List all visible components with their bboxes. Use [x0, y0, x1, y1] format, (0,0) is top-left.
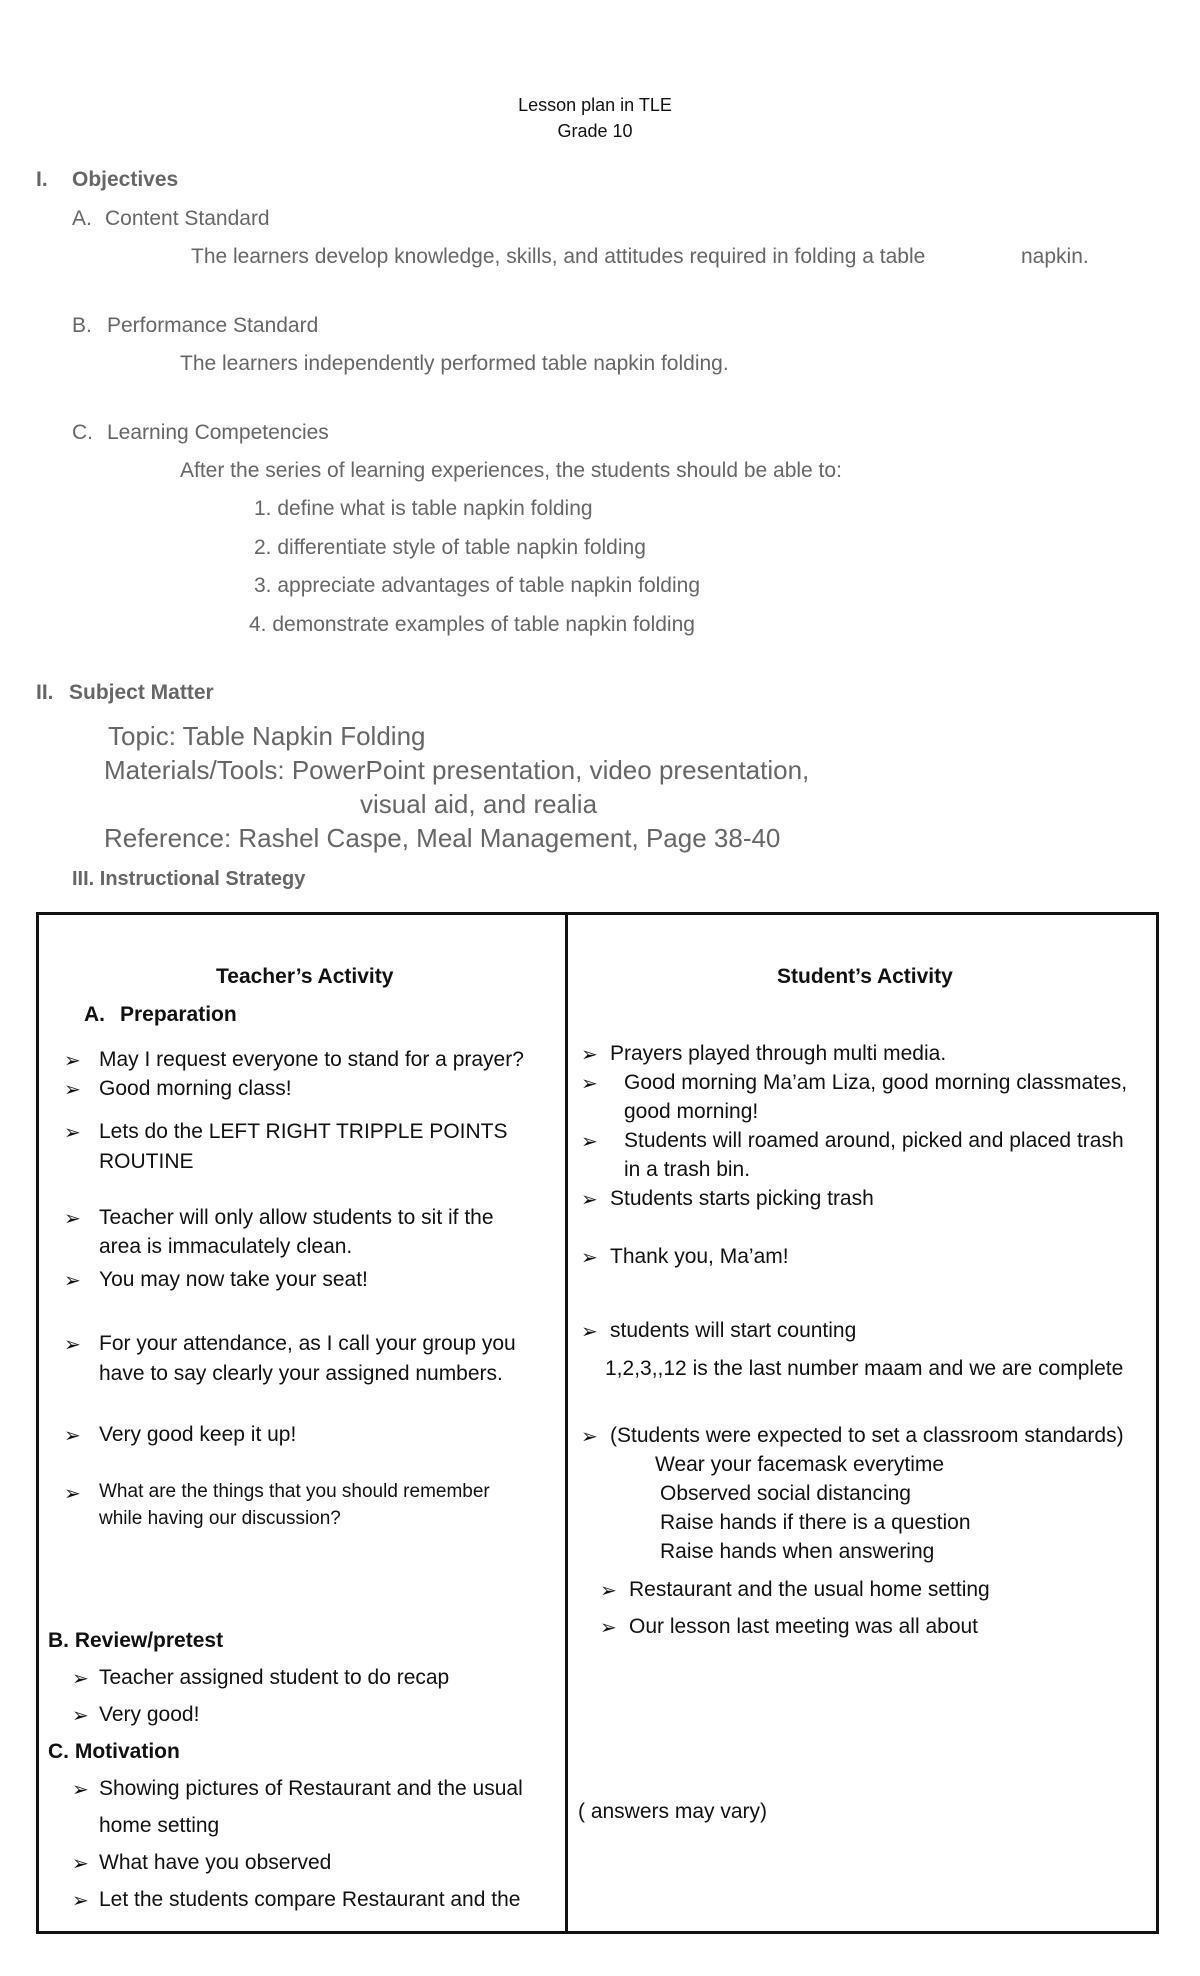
bullet-arrow-icon: ➢: [64, 1208, 81, 1230]
teacher-item: while having our discussion?: [99, 1508, 341, 1529]
bullet-arrow-icon: ➢: [64, 1050, 81, 1072]
review-item: Teacher assigned student to do recap: [99, 1666, 450, 1689]
section-heading-strategy: III. Instructional Strategy: [72, 868, 306, 890]
bullet-arrow-icon: ➢: [72, 1890, 89, 1912]
motivation-item: home setting: [99, 1814, 220, 1837]
learning-competencies-title: Learning Competencies: [107, 421, 329, 444]
reference-line: Reference: Rashel Caspe, Meal Management, Page 38-40: [104, 823, 781, 853]
bullet-arrow-icon: ➢: [581, 1247, 598, 1269]
student-item: in a trash bin.: [624, 1158, 751, 1181]
content-standard-title: Content Standard: [105, 207, 270, 230]
bullet-arrow-icon: ➢: [581, 1426, 598, 1448]
topic-line: Topic: Table Napkin Folding: [108, 721, 426, 751]
bullet-arrow-icon: ➢: [64, 1334, 81, 1356]
preparation-label: A.: [84, 1003, 105, 1026]
document-subtitle: Grade 10: [557, 121, 633, 141]
teacher-item: Teacher will only allow students to sit if the: [99, 1206, 494, 1229]
bullet-arrow-icon: ➢: [64, 1270, 81, 1292]
label-a: A.: [72, 207, 92, 230]
student-item: good morning!: [624, 1100, 759, 1123]
bullet-arrow-icon: ➢: [64, 1483, 81, 1505]
student-item: 1,2,3,,12 is the last number maam and we are complete: [605, 1357, 1124, 1380]
document-title: Lesson plan in TLE: [518, 95, 672, 115]
student-item: Our lesson last meeting was all about: [629, 1615, 979, 1638]
performance-standard-text: The learners independently performed table napkin folding.: [180, 352, 729, 375]
preparation-title: Preparation: [120, 1003, 237, 1026]
teacher-item: May I request everyone to stand for a prayer?: [99, 1048, 524, 1071]
bullet-arrow-icon: ➢: [600, 1580, 617, 1602]
bullet-arrow-icon: ➢: [72, 1779, 89, 1801]
teacher-item: have to say clearly your assigned numbers.: [99, 1362, 503, 1385]
performance-standard-title: Performance Standard: [107, 314, 319, 337]
motivation-item: Showing pictures of Restaurant and the usual: [99, 1777, 523, 1800]
content-standard-text: The learners develop knowledge, skills, and attitudes required in folding a table: [191, 245, 926, 268]
motivation-item: What have you observed: [99, 1851, 332, 1874]
student-item: (Students were expected to set a classroom standards): [610, 1424, 1124, 1447]
student-item: ( answers may vary): [578, 1800, 768, 1823]
teacher-item: You may now take your seat!: [99, 1268, 368, 1291]
student-item: Restaurant and the usual home setting: [629, 1578, 990, 1601]
student-item: Raise hands if there is a question: [660, 1511, 971, 1534]
teacher-item: Lets do the LEFT RIGHT TRIPPLE POINTS: [99, 1120, 508, 1143]
motivation-title: C. Motivation: [48, 1740, 180, 1763]
teacher-item: What are the things that you should remember: [99, 1481, 490, 1502]
bullet-arrow-icon: ➢: [581, 1073, 598, 1095]
teacher-item: For your attendance, as I call your group you: [99, 1332, 516, 1355]
bullet-arrow-icon: ➢: [581, 1321, 598, 1343]
student-item: Raise hands when answering: [660, 1540, 935, 1563]
student-activity-header: Student’s Activity: [777, 965, 953, 988]
competencies-intro: After the series of learning experiences, the students should be able to:: [180, 459, 842, 482]
bullet-arrow-icon: ➢: [600, 1617, 617, 1639]
competency-item: 2. differentiate style of table napkin folding: [254, 536, 646, 559]
section-heading-subject-matter: Subject Matter: [69, 681, 214, 704]
bullet-arrow-icon: ➢: [64, 1079, 81, 1101]
materials-continued: visual aid, and realia: [360, 789, 598, 819]
student-item: students will start counting: [610, 1319, 857, 1342]
section-number-objectives: I.: [36, 168, 48, 191]
student-item: Prayers played through multi media.: [610, 1042, 947, 1065]
bullet-arrow-icon: ➢: [72, 1853, 89, 1875]
bullet-arrow-icon: ➢: [72, 1705, 89, 1727]
section-heading-objectives: Objectives: [72, 168, 179, 191]
student-item: Students will roamed around, picked and placed trash: [624, 1129, 1124, 1152]
teacher-item: Good morning class!: [99, 1077, 292, 1100]
student-item: Observed social distancing: [660, 1482, 911, 1505]
label-b: B.: [72, 314, 92, 337]
review-title: B. Review/pretest: [48, 1629, 224, 1652]
bullet-arrow-icon: ➢: [581, 1131, 598, 1153]
review-item: Very good!: [99, 1703, 200, 1726]
bullet-arrow-icon: ➢: [581, 1044, 598, 1066]
bullet-arrow-icon: ➢: [581, 1189, 598, 1211]
motivation-item: Let the students compare Restaurant and the: [99, 1888, 521, 1911]
bullet-arrow-icon: ➢: [64, 1425, 81, 1447]
student-item: Students starts picking trash: [610, 1187, 874, 1210]
content-standard-text-end: napkin.: [1021, 245, 1089, 268]
student-item: Good morning Ma’am Liza, good morning classmates,: [624, 1071, 1128, 1094]
competency-item: 1. define what is table napkin folding: [254, 497, 593, 520]
student-item: Wear your facemask everytime: [655, 1453, 945, 1476]
student-item: Thank you, Ma’am!: [610, 1245, 789, 1268]
competency-item: 3. appreciate advantages of table napkin folding: [254, 574, 700, 597]
materials-line: Materials/Tools: PowerPoint presentation, video presentation,: [104, 755, 810, 785]
section-number-subject-matter: II.: [36, 681, 54, 704]
teacher-activity-header: Teacher’s Activity: [216, 965, 394, 988]
table-divider: [565, 912, 568, 1934]
competency-item: 4. demonstrate examples of table napkin folding: [249, 613, 695, 636]
label-c: C.: [72, 421, 93, 444]
teacher-item: Very good keep it up!: [99, 1423, 297, 1446]
bullet-arrow-icon: ➢: [72, 1668, 89, 1690]
teacher-item: ROUTINE: [99, 1150, 194, 1173]
bullet-arrow-icon: ➢: [64, 1122, 81, 1144]
teacher-item: area is immaculately clean.: [99, 1235, 353, 1258]
